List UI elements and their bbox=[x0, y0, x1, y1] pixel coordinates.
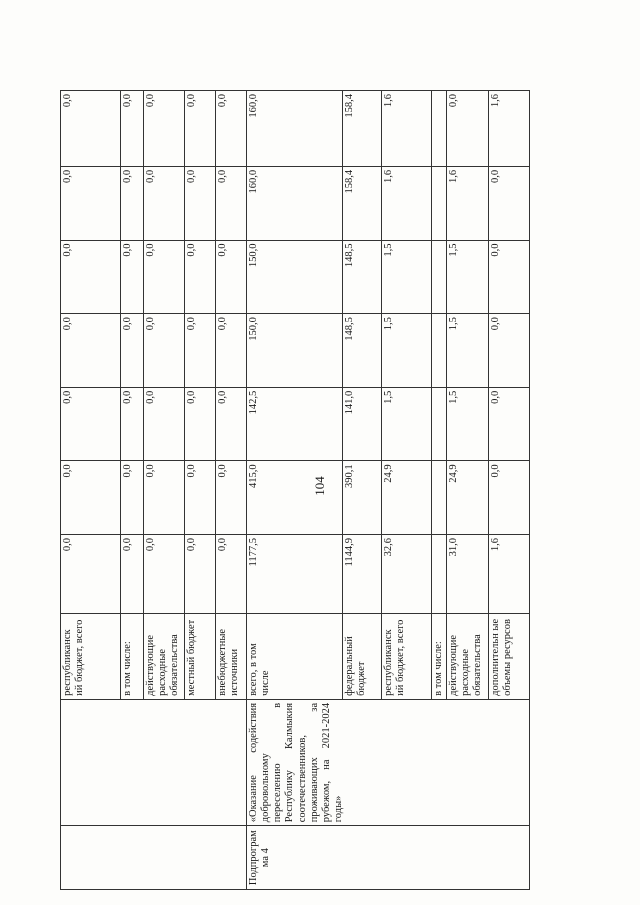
table-row bbox=[61, 91, 121, 890]
value-cell: 160,0 bbox=[247, 166, 342, 240]
value-cell: 0,0 bbox=[143, 535, 184, 614]
value-cell: 0,0 bbox=[488, 314, 529, 388]
value-cell: 0,0 bbox=[121, 91, 144, 167]
value-cell: 0,0 bbox=[185, 387, 216, 461]
value-cell bbox=[431, 461, 447, 535]
value-cell: 415,0 bbox=[247, 461, 342, 535]
value-cell: 31,0 bbox=[447, 535, 488, 614]
value-cell: 1,6 bbox=[488, 91, 529, 167]
value-cell: 0,0 bbox=[488, 387, 529, 461]
value-cell: 158,4 bbox=[342, 166, 381, 240]
value-cell: 0,0 bbox=[216, 461, 247, 535]
subprogram-name: «Оказание содействия добровольному переселению в Республику Калмыкия соотечественников, проживающих за рубежом, на 2021-2024 годы» bbox=[247, 699, 530, 825]
value-cell: 0,0 bbox=[216, 91, 247, 167]
value-cell: 1,5 bbox=[447, 387, 488, 461]
value-cell: 0,0 bbox=[185, 240, 216, 314]
value-cell: 0,0 bbox=[143, 314, 184, 388]
row-label: действующие расходные обязательства bbox=[143, 614, 184, 700]
value-cell: 0,0 bbox=[143, 240, 184, 314]
value-cell: 0,0 bbox=[121, 387, 144, 461]
value-cell: 0,0 bbox=[185, 314, 216, 388]
row-label: дополнительн ые объемы ресурсов bbox=[488, 614, 529, 700]
value-cell: 0,0 bbox=[185, 535, 216, 614]
row-label: в том числе: bbox=[121, 614, 144, 700]
row-label: действующие расходные обязательства bbox=[447, 614, 488, 700]
value-cell: 160,0 bbox=[247, 91, 342, 167]
value-cell: 0,0 bbox=[488, 166, 529, 240]
value-cell: 0,0 bbox=[61, 166, 121, 240]
empty-cell bbox=[61, 826, 247, 890]
value-cell: 0,0 bbox=[185, 166, 216, 240]
value-cell: 0,0 bbox=[216, 535, 247, 614]
value-cell: 1,6 bbox=[381, 166, 431, 240]
value-cell: 1,6 bbox=[381, 91, 431, 167]
value-cell: 1,6 bbox=[447, 166, 488, 240]
value-cell: 390,1 bbox=[342, 461, 381, 535]
value-cell: 1,5 bbox=[381, 314, 431, 388]
value-cell: 0,0 bbox=[61, 240, 121, 314]
row-label: внебюджетные источники bbox=[216, 614, 247, 700]
value-cell: 0,0 bbox=[216, 166, 247, 240]
table-row bbox=[247, 91, 342, 890]
row-label: федеральный бюджет bbox=[342, 614, 381, 700]
value-cell: 150,0 bbox=[247, 240, 342, 314]
value-cell: 0,0 bbox=[121, 166, 144, 240]
value-cell: 0,0 bbox=[185, 91, 216, 167]
value-cell: 1,5 bbox=[447, 314, 488, 388]
value-cell: 0,0 bbox=[143, 461, 184, 535]
value-cell: 32,6 bbox=[381, 535, 431, 614]
value-cell bbox=[431, 240, 447, 314]
value-cell: 141,0 bbox=[342, 387, 381, 461]
value-cell: 0,0 bbox=[121, 461, 144, 535]
value-cell bbox=[431, 314, 447, 388]
value-cell: 1,6 bbox=[488, 535, 529, 614]
value-cell: 148,5 bbox=[342, 314, 381, 388]
value-cell: 0,0 bbox=[216, 387, 247, 461]
budget-table-rotated bbox=[60, 90, 540, 890]
row-label: в том числе: bbox=[431, 614, 447, 700]
value-cell: 0,0 bbox=[143, 166, 184, 240]
row-label: всего, в том числе bbox=[247, 614, 342, 700]
value-cell bbox=[431, 387, 447, 461]
value-cell: 24,9 bbox=[381, 461, 431, 535]
subprogram-code: Подпрограм ма 4 bbox=[247, 826, 530, 890]
row-label: республиканск ий бюджет, всего bbox=[61, 614, 121, 700]
value-cell: 0,0 bbox=[61, 91, 121, 167]
value-cell: 148,5 bbox=[342, 240, 381, 314]
value-cell: 0,0 bbox=[61, 535, 121, 614]
row-label: республиканск ий бюджет, всего bbox=[381, 614, 431, 700]
value-cell bbox=[431, 91, 447, 167]
value-cell: 24,9 bbox=[447, 461, 488, 535]
value-cell: 0,0 bbox=[216, 240, 247, 314]
value-cell bbox=[431, 535, 447, 614]
value-cell: 0,0 bbox=[121, 240, 144, 314]
value-cell bbox=[431, 166, 447, 240]
value-cell: 0,0 bbox=[61, 314, 121, 388]
page-number: 104 bbox=[311, 476, 327, 496]
value-cell: 0,0 bbox=[61, 387, 121, 461]
value-cell: 0,0 bbox=[121, 535, 144, 614]
value-cell: 0,0 bbox=[185, 461, 216, 535]
value-cell: 142,5 bbox=[247, 387, 342, 461]
row-label: местный бюджет bbox=[185, 614, 216, 700]
value-cell: 1177,5 bbox=[247, 535, 342, 614]
value-cell: 150,0 bbox=[247, 314, 342, 388]
value-cell: 0,0 bbox=[216, 314, 247, 388]
value-cell: 1,5 bbox=[381, 387, 431, 461]
value-cell: 0,0 bbox=[61, 461, 121, 535]
value-cell: 158,4 bbox=[342, 91, 381, 167]
empty-cell bbox=[61, 699, 247, 825]
value-cell: 1,5 bbox=[447, 240, 488, 314]
value-cell: 0,0 bbox=[143, 387, 184, 461]
value-cell: 0,0 bbox=[121, 314, 144, 388]
budget-table bbox=[60, 90, 530, 890]
value-cell: 1,5 bbox=[381, 240, 431, 314]
value-cell: 0,0 bbox=[447, 91, 488, 167]
value-cell: 0,0 bbox=[488, 461, 529, 535]
value-cell: 1144,9 bbox=[342, 535, 381, 614]
value-cell: 0,0 bbox=[143, 91, 184, 167]
value-cell: 0,0 bbox=[488, 240, 529, 314]
